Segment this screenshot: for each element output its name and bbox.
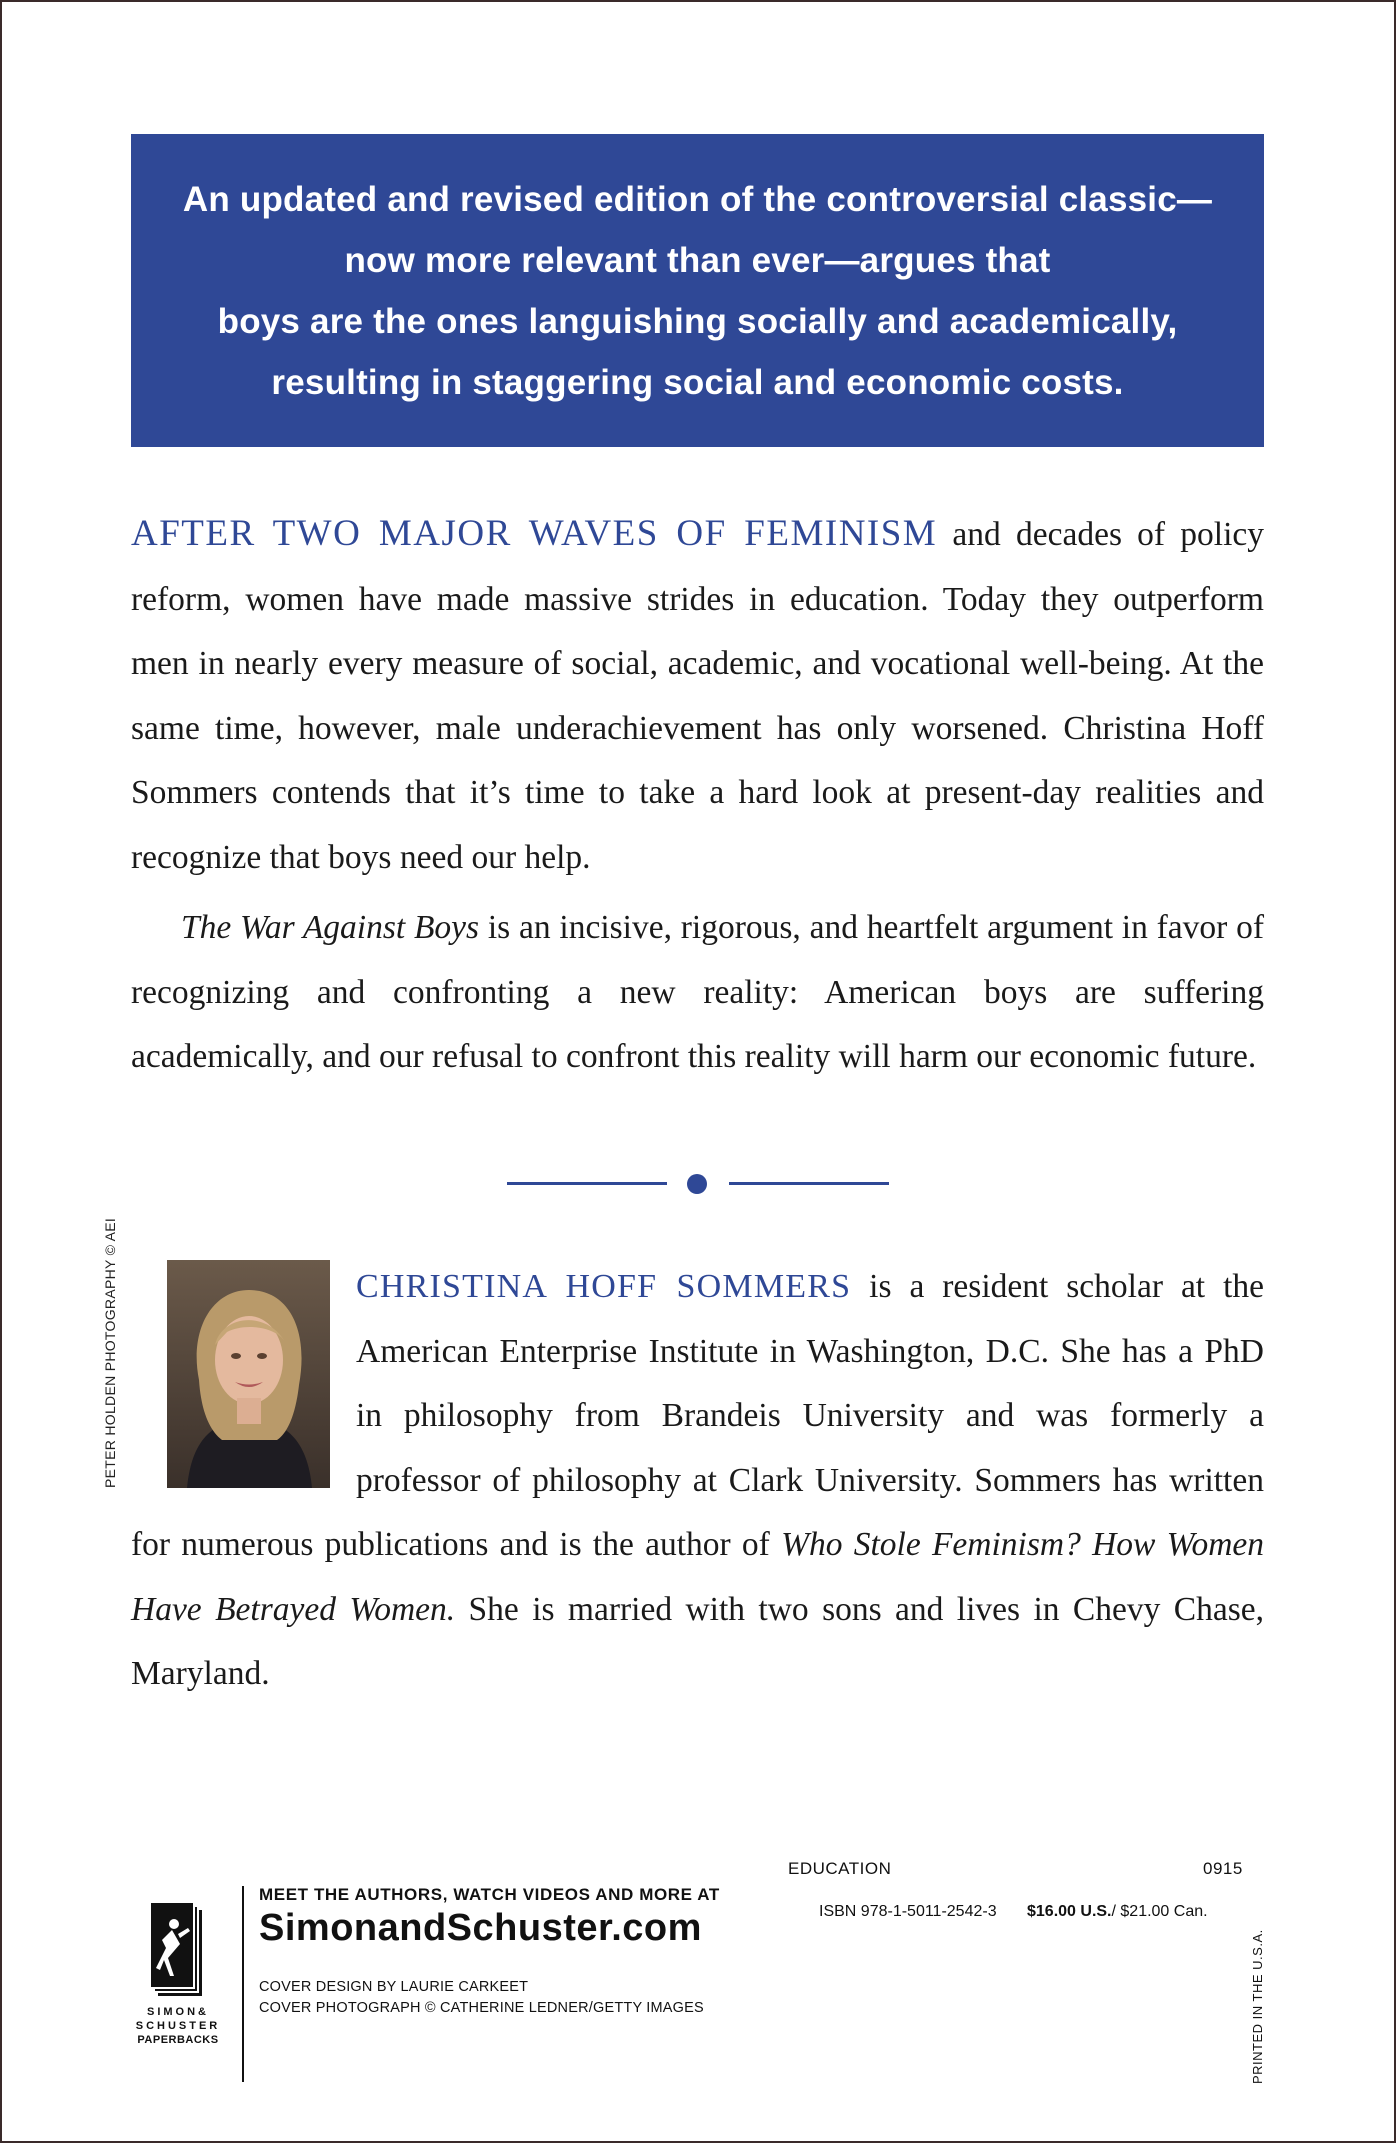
price-us: $16.00 U.S. [1027, 1903, 1112, 1920]
cover-photo-credit: COVER PHOTOGRAPH © CATHERINE LEDNER/GETTY IMAGES [259, 2000, 704, 2016]
photo-spacer [131, 1255, 356, 1513]
description-paragraph-1 [131, 502, 1264, 890]
description-lead: AFTER TWO MAJOR WAVES OF FEMINISM [131, 513, 938, 554]
cover-credits [259, 1977, 704, 2019]
publisher-website: SimonandSchuster.com [259, 1907, 702, 1949]
category-label: EDUCATION [788, 1859, 892, 1878]
banner-text [183, 169, 1212, 413]
author-bio [131, 1255, 1264, 1707]
publisher-name: SIMON& [147, 2006, 209, 2018]
banner-line: boys are the ones languishing socially and academically, [217, 301, 1178, 341]
price-can: / $21.00 Can. [1111, 1903, 1208, 1920]
section-divider [507, 1172, 889, 1194]
meet-authors-text: MEET THE AUTHORS, WATCH VIDEOS AND MORE AT [259, 1885, 720, 1904]
publisher-logo [130, 1900, 226, 2060]
bio-text: She is married with two sons and lives in Chevy Chase, Maryland. [131, 1590, 1264, 1692]
photo-credit: PETER HOLDEN PHOTOGRAPHY © AEI [102, 1217, 118, 1488]
footer-divider [242, 1886, 244, 2082]
cover-design-credit: COVER DESIGN BY LAURIE CARKEET [259, 1979, 529, 1995]
description-text: is an incisive, rigorous, and heartfelt argument in favor of recognizing and confronting a new reality: American boys are suffering academically, and our refusal to confront this reality will harm our economic future. [131, 909, 1264, 1075]
banner-line: resulting in staggering social and economic costs. [271, 362, 1124, 402]
author-name: CHRISTINA HOFF SOMMERS [356, 1268, 852, 1305]
sower-logo-icon [148, 1900, 208, 2000]
description-text: and decades of policy reform, women have made massive strides in education. Today they outperform men in nearly every measure of social, academic, and vocational well-being. At the same time, however, male underachievement has only worsened. Christina Hoff Sommers contends that it’s time to take a hard look at present-day realities and recognize that boys need our help. [131, 516, 1264, 876]
bio-text: is a resident scholar at the American Enterprise Institute in Washington, D.C. She has a PhD in philosophy from Brandeis University and was formerly a professor of philosophy at Clark University. Sommers has written for numerous publications and is the author of [131, 1268, 1264, 1563]
isbn: ISBN 978-1-5011-2542-3 [819, 1903, 997, 1920]
summary-banner [131, 134, 1264, 447]
book-title: The War Against Boys [181, 909, 480, 946]
publisher-name: SCHUSTER [135, 2020, 221, 2032]
divider-line [507, 1182, 667, 1185]
publisher-name: PAPERBACKS [137, 2034, 219, 2046]
printed-in: PRINTED IN THE U.S.A. [1250, 1929, 1265, 2084]
other-book-title: Who Stole Feminism? How Women Have Betrayed Women. [131, 1526, 1264, 1628]
divider-line [729, 1182, 889, 1185]
banner-line: now more relevant than ever—argues that [344, 240, 1051, 280]
edition-code: 0915 [1203, 1859, 1243, 1878]
divider-dot [687, 1174, 707, 1194]
description-paragraph-2 [131, 896, 1264, 1090]
banner-line: An updated and revised edition of the controversial classic— [182, 179, 1213, 219]
price [1027, 1903, 1208, 1921]
